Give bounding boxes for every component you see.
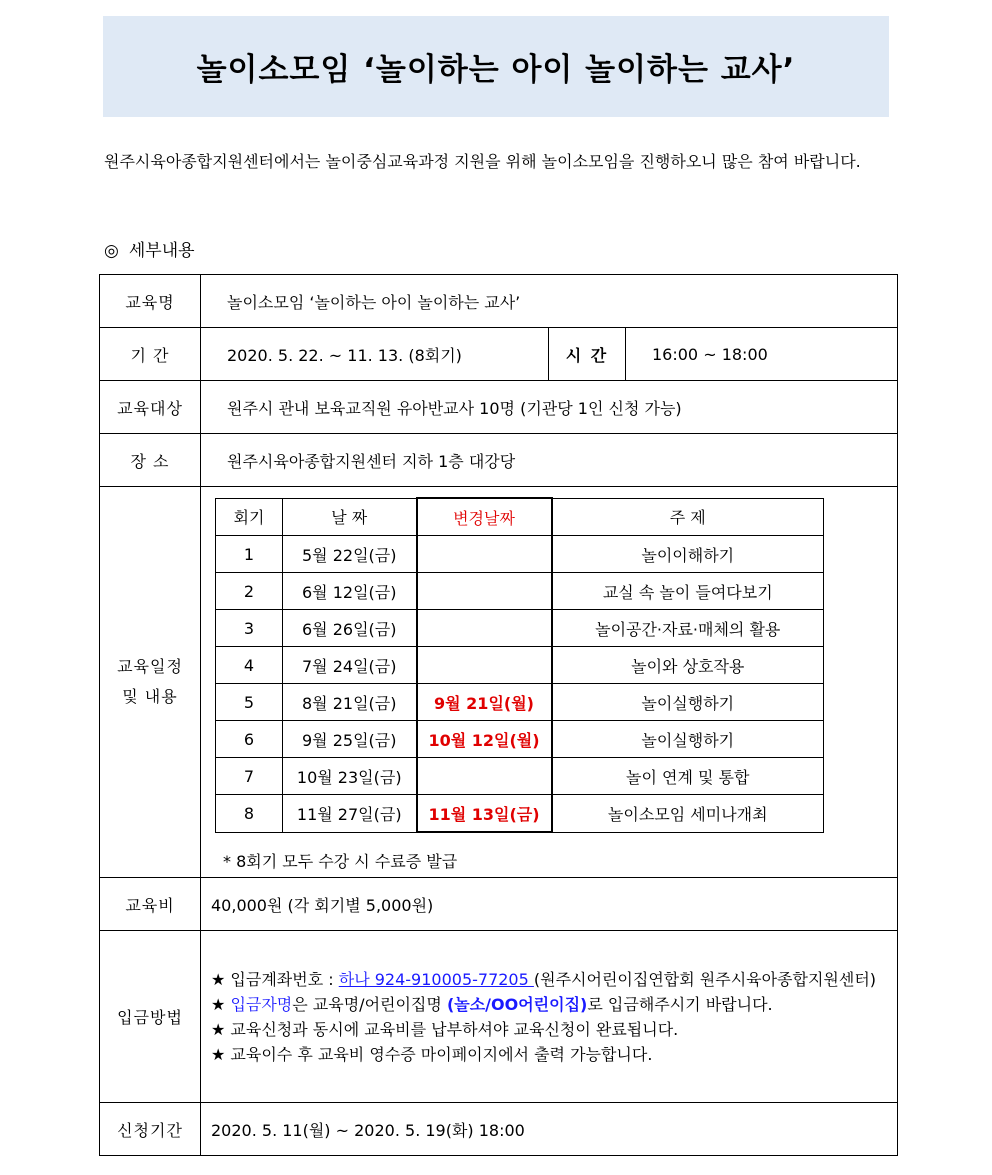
session-number: 1 — [216, 536, 283, 573]
session-date: 8월 21일(금) — [283, 684, 417, 721]
row-place — [100, 434, 898, 487]
schedule-row — [216, 610, 824, 647]
session-topic: 놀이공간·자료·매체의 활용 — [552, 610, 824, 647]
row-schedule — [100, 487, 898, 878]
row-course-name — [100, 275, 898, 328]
label-place: 장 소 — [100, 434, 201, 487]
session-changed-date — [417, 758, 552, 795]
account-prefix: ★ 입금계좌번호 : — [211, 969, 339, 989]
payment-line-receipt: ★ 교육이수 후 교육비 영수증 마이페이지에서 출력 가능합니다. — [211, 1044, 653, 1064]
header-topic: 주 제 — [552, 498, 824, 536]
session-date: 6월 26일(금) — [283, 610, 417, 647]
session-date: 10월 23일(금) — [283, 758, 417, 795]
label-payment: 입금방법 — [100, 931, 201, 1103]
schedule-header-row — [216, 498, 824, 536]
session-topic: 놀이 연계 및 통합 — [552, 758, 824, 795]
schedule-note: * 8회기 모두 수강 시 수료증 발급 — [223, 852, 458, 871]
schedule-row — [216, 684, 824, 721]
label-time: 시 간 — [549, 328, 626, 381]
session-changed-date — [417, 647, 552, 684]
value-fee: 40,000원 (각 회기별 5,000원) — [201, 878, 898, 931]
session-changed-date: 9월 21일(월) — [417, 684, 552, 721]
label-course-name: 교육명 — [100, 275, 201, 328]
label-apply: 신청기간 — [100, 1103, 201, 1156]
header-changed-date: 변경날짜 — [417, 498, 552, 536]
session-date: 6월 12일(금) — [283, 573, 417, 610]
depositor-suffix: 로 입금해주시기 바랍니다. — [587, 994, 773, 1014]
session-date: 7월 24일(금) — [283, 647, 417, 684]
label-schedule — [100, 487, 201, 878]
circle-mark-icon: ◎ — [104, 241, 119, 261]
schedule-row — [216, 647, 824, 684]
value-apply: 2020. 5. 11(월) ~ 2020. 5. 19(화) 18:00 — [201, 1103, 898, 1156]
session-date: 9월 25일(금) — [283, 721, 417, 758]
payment-cell — [201, 931, 898, 1103]
session-number: 3 — [216, 610, 283, 647]
label-target: 교육대상 — [100, 381, 201, 434]
payment-line-depositor — [211, 992, 887, 1017]
session-number: 5 — [216, 684, 283, 721]
row-period — [100, 328, 898, 381]
payment-line-account — [211, 967, 887, 992]
value-target: 원주시 관내 보육교직원 유아반교사 10명 (기관당 1인 신청 가능) — [201, 381, 898, 434]
value-place: 원주시육아종합지원센터 지하 1층 대강당 — [201, 434, 898, 487]
depositor-example: (놀소/OO어린이집) — [446, 994, 588, 1014]
label-period: 기 간 — [100, 328, 201, 381]
session-date: 5월 22일(금) — [283, 536, 417, 573]
schedule-row — [216, 721, 824, 758]
schedule-row — [216, 795, 824, 833]
intro-text: 원주시육아종합지원센터에서는 놀이중심교육과정 지원을 위해 놀이소모임을 진행하오니 많은 참여 바랍니다. — [104, 152, 861, 171]
schedule-row — [216, 536, 824, 573]
value-time: 16:00 ~ 18:00 — [626, 328, 898, 381]
session-topic: 놀이소모임 세미나개최 — [552, 795, 824, 833]
header-date: 날 짜 — [283, 498, 417, 536]
session-changed-date — [417, 536, 552, 573]
schedule-table — [215, 497, 824, 833]
session-topic: 놀이실행하기 — [552, 721, 824, 758]
section-label: 세부내용 — [128, 241, 195, 261]
row-payment — [100, 931, 898, 1103]
depositor-mid: 은 교육명/어린이집명 — [292, 994, 447, 1014]
session-number: 6 — [216, 721, 283, 758]
session-changed-date: 11월 13일(금) — [417, 795, 552, 833]
label-schedule-line2: 및 내용 — [122, 687, 178, 706]
session-number: 8 — [216, 795, 283, 833]
detail-table — [99, 274, 898, 1156]
section-heading — [104, 236, 195, 261]
value-period: 2020. 5. 22. ~ 11. 13. (8회기) — [201, 328, 549, 381]
session-topic: 놀이와 상호작용 — [552, 647, 824, 684]
schedule-cell — [201, 487, 898, 878]
account-holder: (원주시어린이집연합회 원주시육아종합지원센터) — [533, 969, 877, 989]
depositor-highlight: 입금자명 — [230, 994, 293, 1014]
session-changed-date — [417, 610, 552, 647]
schedule-row — [216, 758, 824, 795]
session-number: 7 — [216, 758, 283, 795]
session-date: 11월 27일(금) — [283, 795, 417, 833]
label-fee: 교육비 — [100, 878, 201, 931]
value-course-name: 놀이소모임 ‘놀이하는 아이 놀이하는 교사’ — [201, 275, 898, 328]
session-topic: 교실 속 놀이 들여다보기 — [552, 573, 824, 610]
payment-line-complete: ★ 교육신청과 동시에 교육비를 납부하셔야 교육신청이 완료됩니다. — [211, 1019, 679, 1039]
title-banner — [103, 16, 889, 117]
label-schedule-line1: 교육일정 — [117, 657, 183, 676]
header-session: 회기 — [216, 498, 283, 536]
session-number: 2 — [216, 573, 283, 610]
row-apply — [100, 1103, 898, 1156]
row-fee — [100, 878, 898, 931]
schedule-row — [216, 573, 824, 610]
session-number: 4 — [216, 647, 283, 684]
session-topic: 놀이이해하기 — [552, 536, 824, 573]
account-number: 하나 924-910005-77205 — [338, 969, 534, 989]
session-changed-date — [417, 573, 552, 610]
page-title: 놀이소모임 ‘놀이하는 아이 놀이하는 교사’ — [196, 52, 796, 88]
depositor-star: ★ — [211, 994, 231, 1014]
session-changed-date: 10월 12일(월) — [417, 721, 552, 758]
row-target — [100, 381, 898, 434]
session-topic: 놀이실행하기 — [552, 684, 824, 721]
